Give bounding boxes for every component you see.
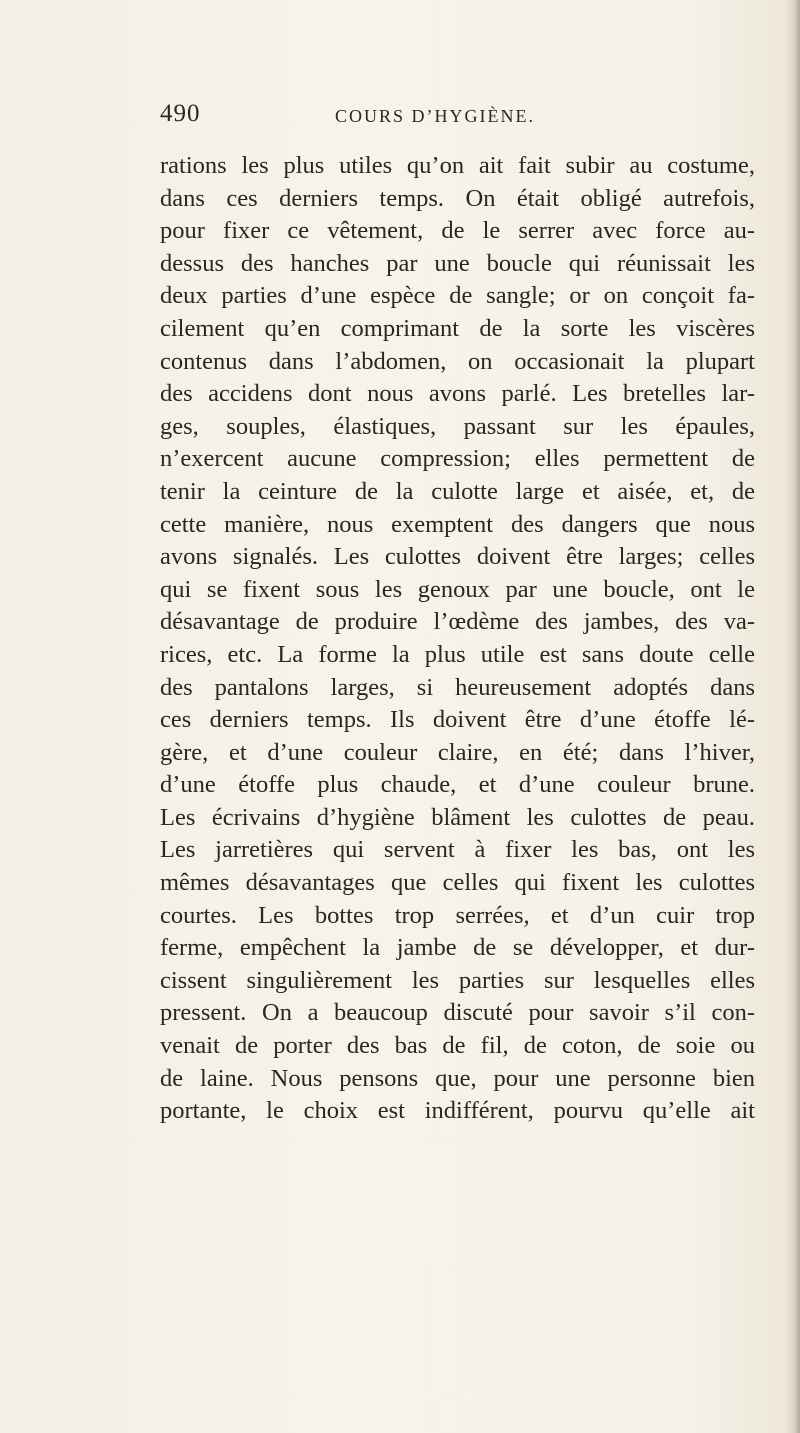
text-line: ferme, empêchent la jambe de se développer, et dur- <box>160 934 755 962</box>
text-line: cette manière, nous exemptent des dangers que nous <box>160 510 755 538</box>
text-line: Les écrivains d’hygiène blâment les culottes de peau. <box>160 803 755 831</box>
text-line: venait de porter des bas de fil, de coton, de soie ou <box>160 1032 755 1060</box>
text-line: des accidens dont nous avons parlé. Les bretelles lar- <box>160 380 755 408</box>
text-line: qui se fixent sous les genoux par une boucle, ont le <box>160 575 755 603</box>
text-line: mêmes désavantages que celles qui fixent les culottes <box>160 869 755 897</box>
text-line: gère, et d’une couleur claire, en été; dans l’hiver, <box>160 738 755 766</box>
running-head: COURS D’HYGIÈNE. <box>335 106 535 126</box>
text-line: ces derniers temps. Ils doivent être d’une étoffe lé- <box>160 706 755 734</box>
body-text <box>160 150 755 1128</box>
text-line: Les jarretières qui servent à fixer les bas, ont les <box>160 836 755 864</box>
text-line: avons signalés. Les culottes doivent être larges; celles <box>160 543 755 571</box>
text-line: tenir la ceinture de la culotte large et aisée, et, de <box>160 477 755 505</box>
text-line: n’exercent aucune compression; elles permettent de <box>160 445 755 473</box>
text-line: dessus des hanches par une boucle qui réunissait les <box>160 249 755 277</box>
text-line: courtes. Les bottes trop serrées, et d’un cuir trop <box>160 901 755 929</box>
text-line: d’une étoffe plus chaude, et d’une couleur brune. <box>160 771 755 799</box>
page-edge-shadow <box>786 0 800 1433</box>
text-line: rices, etc. La forme la plus utile est sans doute celle <box>160 640 755 668</box>
text-line: portante, le choix est indifférent, pourvu qu’elle ait <box>160 1097 755 1125</box>
text-line: de laine. Nous pensons que, pour une personne bien <box>160 1064 755 1092</box>
page-number: 490 <box>160 100 201 127</box>
text-line: dans ces derniers temps. On était obligé autrefois, <box>160 184 755 212</box>
text-line: désavantage de produire l’œdème des jambes, des va- <box>160 608 755 636</box>
page-header <box>160 100 760 140</box>
text-line: deux parties d’une espèce de sangle; or on conçoit fa- <box>160 282 755 310</box>
text-line: ges, souples, élastiques, passant sur les épaules, <box>160 412 755 440</box>
text-line: pour fixer ce vêtement, de le serrer avec force au- <box>160 217 755 245</box>
text-line: contenus dans l’abdomen, on occasionait la plupart <box>160 347 755 375</box>
text-line: cissent singulièrement les parties sur lesquelles elles <box>160 966 755 994</box>
text-line: cilement qu’en comprimant de la sorte les viscères <box>160 314 755 342</box>
text-line: des pantalons larges, si heureusement adoptés dans <box>160 673 755 701</box>
text-line: pressent. On a beaucoup discuté pour savoir s’il con- <box>160 999 755 1027</box>
text-line: rations les plus utiles qu’on ait fait subir au costume, <box>160 152 755 179</box>
